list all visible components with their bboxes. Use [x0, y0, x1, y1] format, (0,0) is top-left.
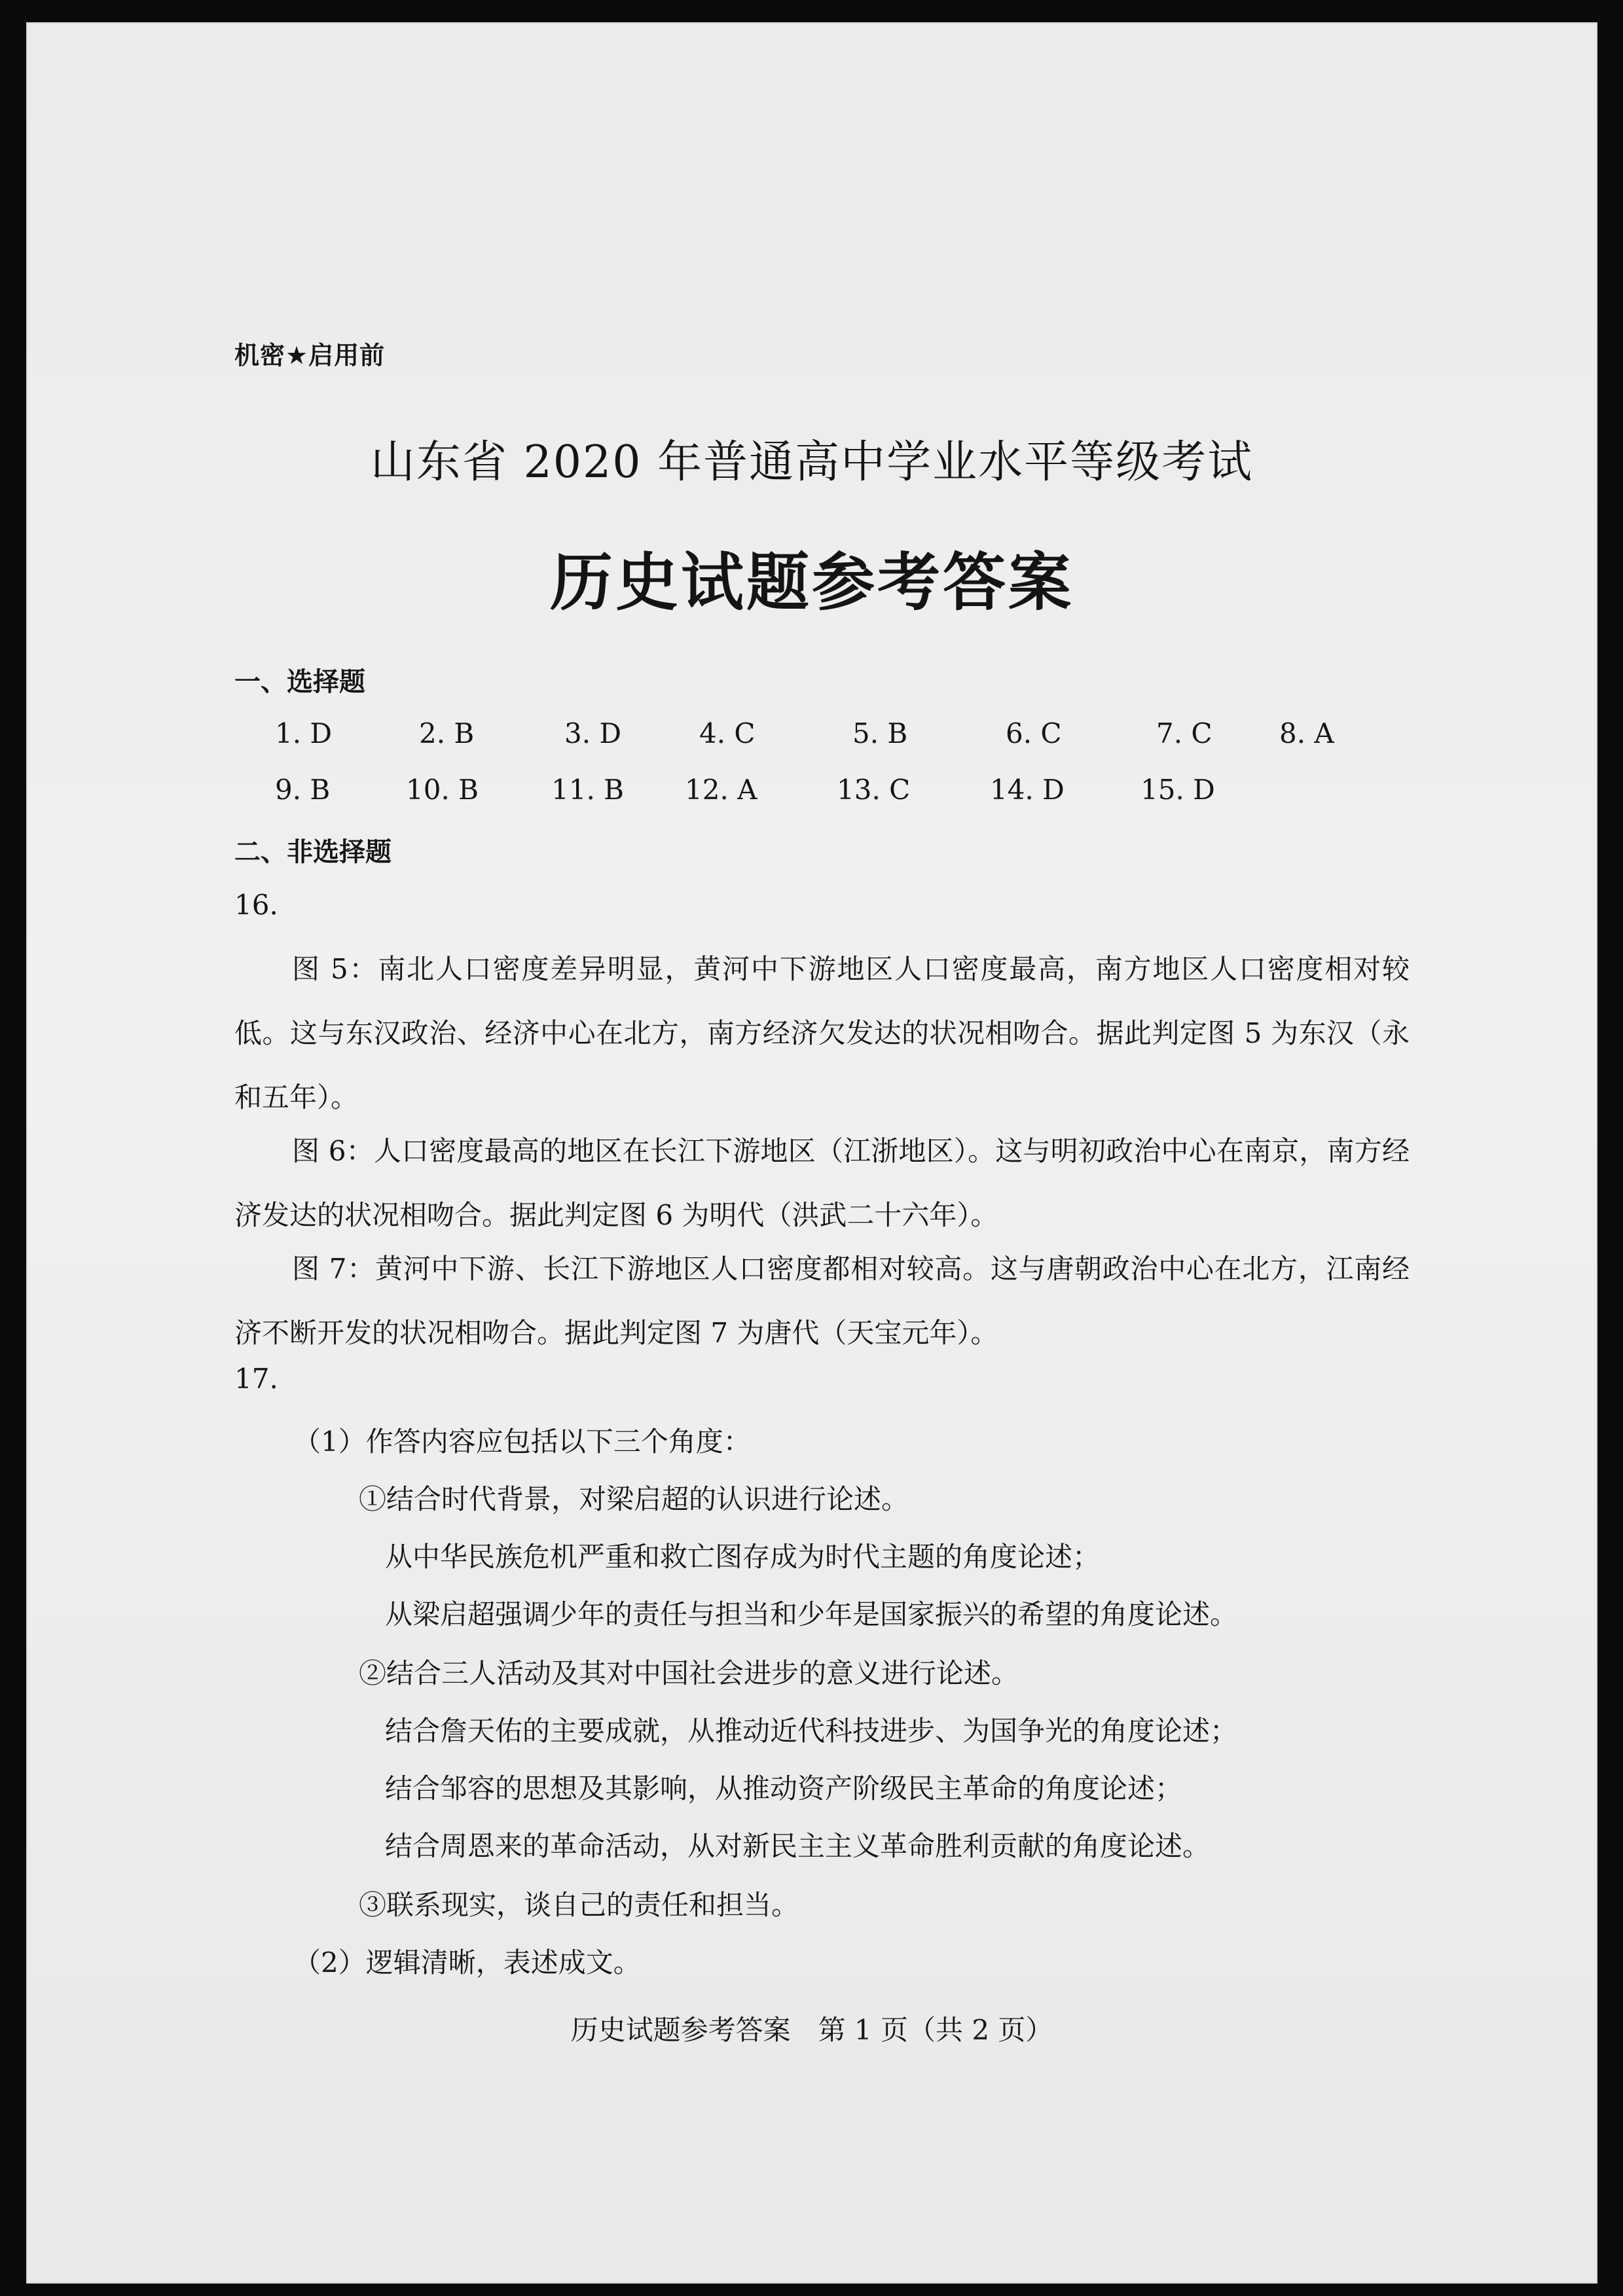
page-content: [26, 22, 1597, 2284]
answer-item: 6. C: [1006, 717, 1062, 749]
question-number-16: 16.: [234, 889, 278, 921]
q16-answer-figure-7: 图 7：黄河中下游、长江下游地区人口密度都相对较高。这与唐朝政治中心在北方，江南经济不断开发的状况相吻合。据此判定图 7 为唐代（天宝元年）。: [234, 1253, 1410, 1349]
q17-point-3: ③联系现实，谈自己的责任和担当。: [359, 1889, 799, 1921]
q17-detail: 结合邹容的思想及其影响，从推动资产阶级民主革命的角度论述；: [385, 1772, 1183, 1804]
q17-point-2: ②结合三人活动及其对中国社会进步的意义进行论述。: [359, 1657, 1019, 1689]
answer-item: 5. B: [852, 717, 908, 749]
answer-item: 8. A: [1279, 717, 1334, 749]
answer-item: 12. A: [685, 774, 757, 806]
answer-item: 14. D: [990, 774, 1065, 806]
q17-part-1: （1）作答内容应包括以下三个角度：: [293, 1426, 751, 1458]
q17-detail: 从梁启超强调少年的责任与担当和少年是国家振兴的希望的角度论述。: [385, 1598, 1238, 1630]
q17-detail: 结合周恩来的革命活动，从对新民主主义革命胜利贡献的角度论述。: [385, 1830, 1211, 1862]
q16-answer-figure-6: 图 6：人口密度最高的地区在长江下游地区（江浙地区）。这与明初政治中心在南京，南方经济发达的状况相吻合。据此判定图 6 为明代（洪武二十六年）。: [234, 1135, 1410, 1231]
answer-item: 10. B: [406, 774, 479, 806]
page-footer: 历史试题参考答案 第 1 页（共 2 页）: [570, 2014, 1053, 2046]
q16-answer-figure-5: 图 5：南北人口密度差异明显，黄河中下游地区人口密度最高，南方地区人口密度相对较低。这与东汉政治、经济中心在北方，南方经济欠发达的状况相吻合。据此判定图 5 为东汉（永和五年）。: [234, 953, 1410, 1113]
question-number-17: 17.: [234, 1363, 278, 1395]
answer-item: 3. D: [564, 717, 622, 749]
q17-detail: 结合詹天佑的主要成就，从推动近代科技进步、为国争光的角度论述；: [385, 1715, 1238, 1747]
section-heading-open-questions: 二、非选择题: [234, 837, 392, 867]
q17-detail: 从中华民族危机严重和救亡图存成为时代主题的角度论述；: [385, 1541, 1101, 1573]
exam-title: 山东省 2020 年普通高中学业水平等级考试: [370, 437, 1254, 488]
answer-sheet-page: [26, 22, 1597, 2284]
confidential-mark: 机密★启用前: [234, 341, 386, 370]
answer-item: 11. B: [551, 774, 625, 806]
q17-part-2: （2）逻辑清晰，表述成文。: [293, 1946, 641, 1979]
answer-item: 7. C: [1156, 717, 1213, 749]
answer-item: 4. C: [699, 717, 756, 749]
answer-item: 15. D: [1140, 774, 1215, 806]
answer-item: 9. B: [275, 774, 331, 806]
answer-item: 1. D: [275, 717, 333, 749]
page-title: 历史试题参考答案: [550, 545, 1074, 619]
answer-item: 13. C: [837, 774, 911, 806]
section-heading-multiple-choice: 一、选择题: [234, 667, 365, 697]
q17-point-1: ①结合时代背景，对梁启超的认识进行论述。: [359, 1483, 909, 1515]
answer-item: 2. B: [419, 717, 475, 749]
